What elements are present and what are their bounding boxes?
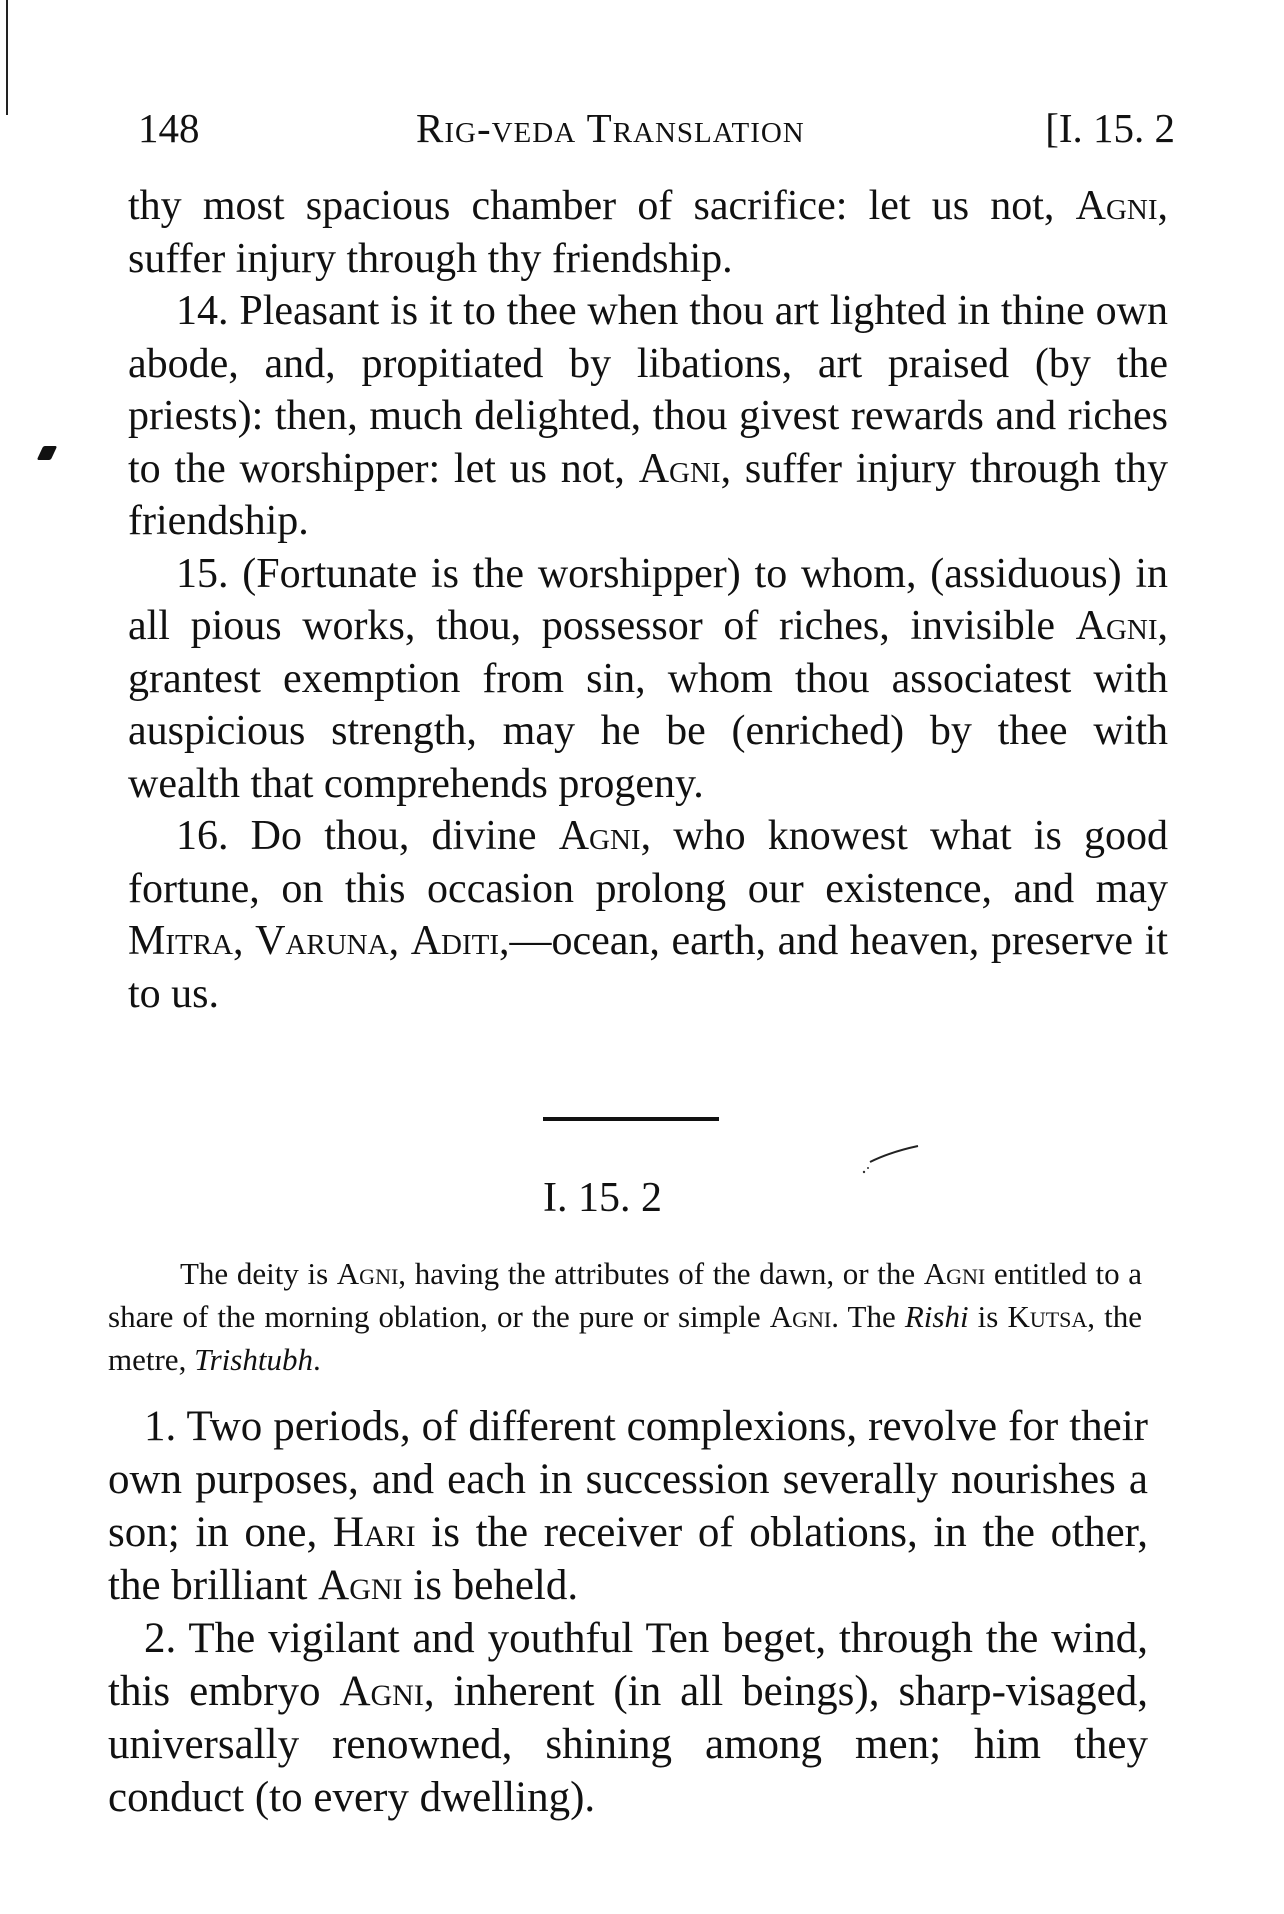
upper-body-text: [128, 180, 1168, 1020]
section-divider: [543, 1117, 719, 1121]
running-title: Rig-veda Translation: [416, 105, 805, 151]
page-header: [138, 100, 1175, 156]
metre-name: Trishtubh: [194, 1342, 313, 1377]
deity-name: Agni: [558, 813, 641, 859]
deity-name: Agni: [923, 1256, 986, 1291]
hymn-introduction: [108, 1252, 1142, 1381]
stray-ink-mark: [860, 1140, 920, 1180]
margin-rule: [6, 0, 8, 115]
verse-1: 1. Two periods, of different complexions, revolve for their own purposes, and each in succession severally nourishes a son; in one, Hari is the receiver of oblations, in the other, the brilliant Agni is beheld.: [108, 1403, 1149, 1609]
page-number: 148: [138, 105, 200, 151]
deity-name: Mitra: [128, 918, 234, 964]
section-heading: I. 15. 2: [543, 1175, 662, 1221]
verse-15: 15. (Fortunate is the worshipper) to whom, (assiduous) in all pious works, thou, possessor of riches, invisible Agni, grantest exemption from sin, whom thou associatest with auspicious strength, may he be (enriched) by thee with wealth that comprehends progeny.: [128, 550, 1168, 807]
deity-name: Aditi: [410, 918, 499, 964]
deity-name: Agni: [336, 1256, 399, 1291]
intro-paragraph: The deity is Agni, having the attributes of the dawn, or the Agni entitled to a share of the morning oblation, or the pure or simple Agni. The Rishi is Kutsa, the metre, Trishtubh.: [108, 1256, 1143, 1377]
paragraph-continuation: thy most spacious chamber of sacrifice: let us not, Agni, suffer injury through thy friendship.: [128, 183, 1168, 282]
deity-name: Agni: [1075, 603, 1158, 649]
deity-name: Agni: [318, 1562, 403, 1609]
verse-2: 2. The vigilant and youthful Ten beget, through the wind, this embryo Agni, inherent (in all beings), sharp-visaged, universally renowned, shining among men; him they conduct (to every dwelling).: [108, 1615, 1149, 1821]
margin-mark: [37, 446, 58, 460]
verse-14: 14. Pleasant is it to thee when thou art lighted in thine own abode, and, propitiated by libations, art praised (by the priests): then, much delighted, thou givest rewards and riches to the worshipper: let us not, Agni, suffer injury through thy friendship.: [128, 288, 1168, 544]
deity-name: Agni: [769, 1299, 832, 1334]
deity-name: Varuna: [255, 918, 389, 964]
rishi-term: Rishi: [904, 1299, 969, 1334]
deity-name: Agni: [339, 1668, 424, 1715]
lower-body-text: [108, 1400, 1148, 1824]
deity-name: Agni: [1075, 183, 1158, 229]
verse-16: 16. Do thou, divine Agni, who knowest what is good fortune, on this occasion prolong our existence, and may Mitra, Varuna, Aditi,—ocean, earth, and heaven, preserve it to us.: [128, 813, 1169, 1017]
rishi-name: Kutsa: [1007, 1299, 1088, 1334]
deity-name: Hari: [332, 1509, 416, 1556]
deity-name: Agni: [638, 445, 721, 492]
section-reference: [I. 15. 2: [1045, 105, 1175, 151]
